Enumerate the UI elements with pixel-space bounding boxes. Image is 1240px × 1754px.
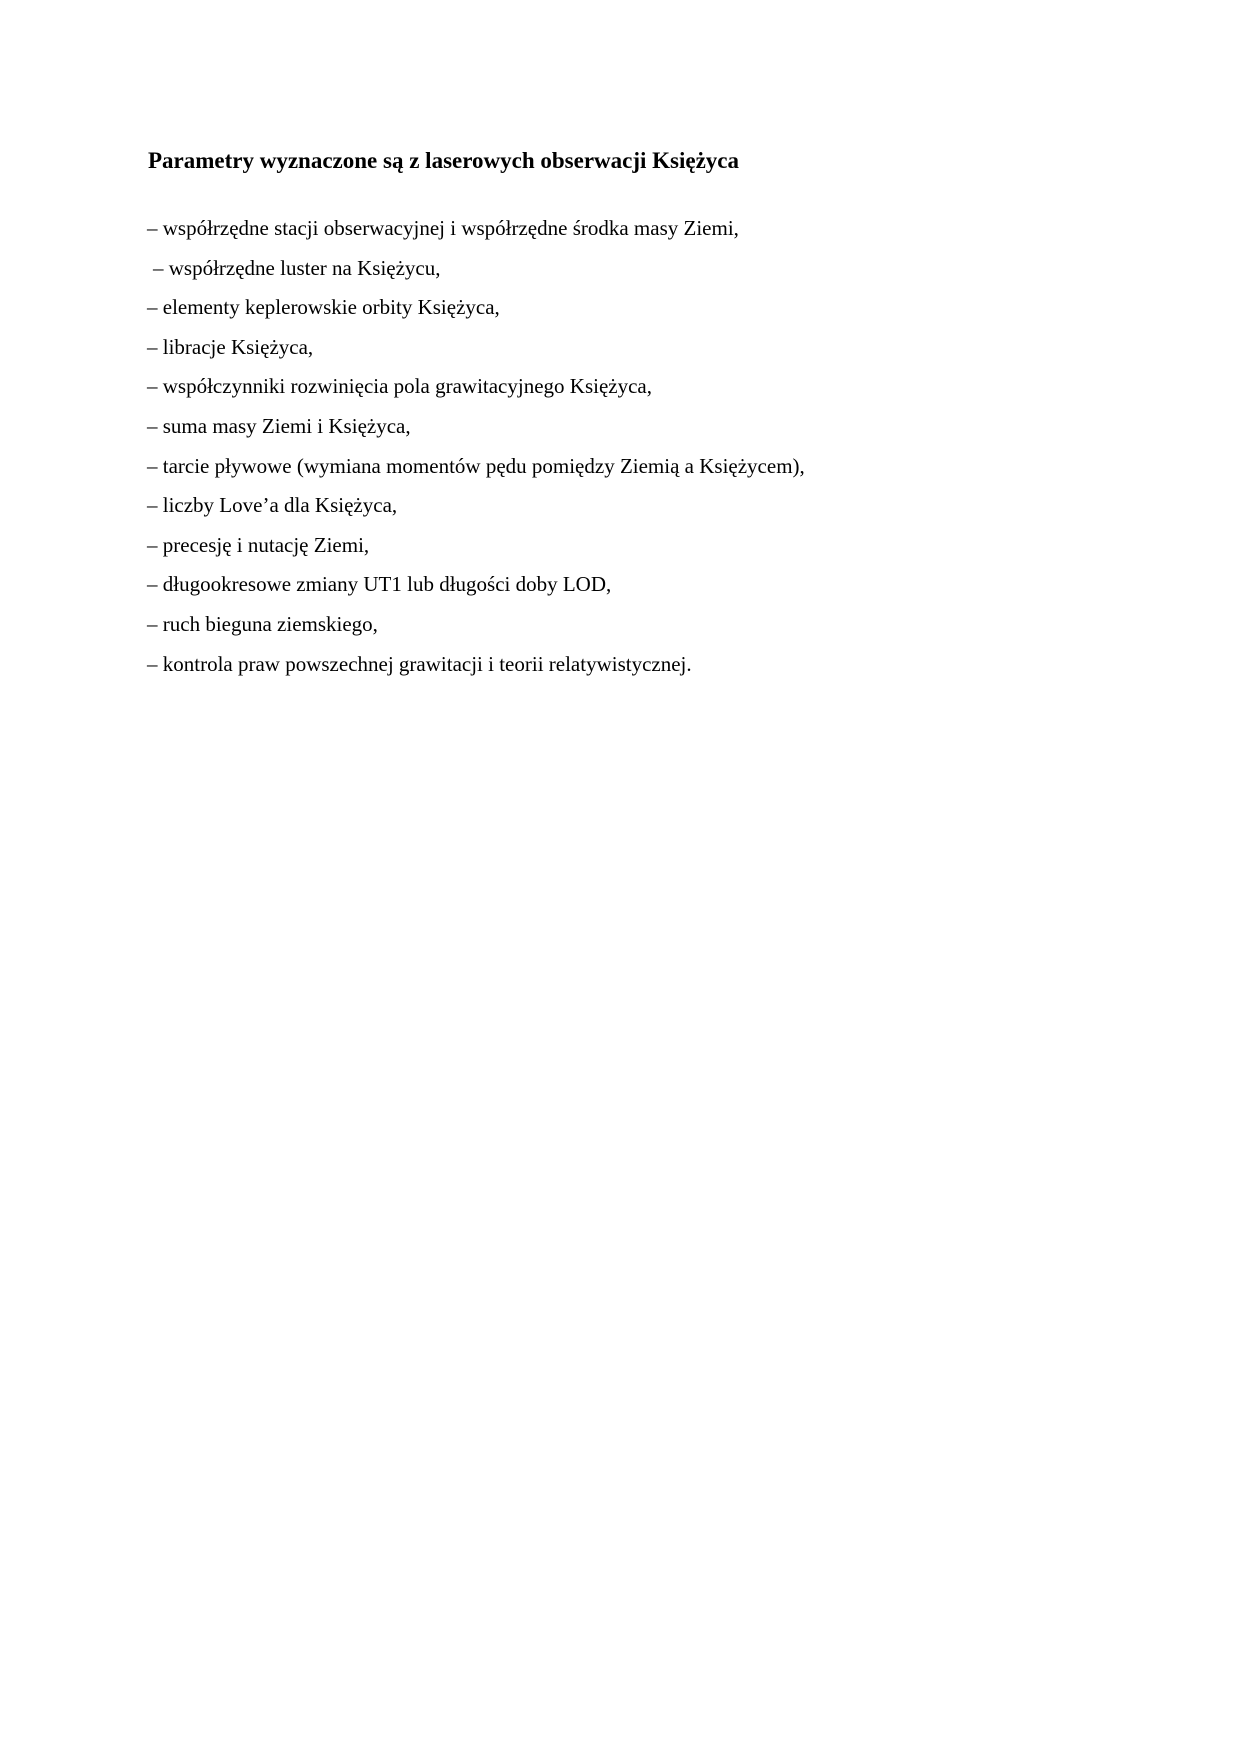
parameter-list: [147, 209, 805, 684]
list-item: – precesję i nutację Ziemi,: [147, 532, 370, 557]
list-item: – kontrola praw powszechnej grawitacji i teorii relatywistycznej.: [147, 651, 692, 676]
list-item: – współrzędne luster na Księżycu,: [153, 255, 441, 280]
document-title: Parametry wyznaczone są z laserowych obserwacji Księżyca: [148, 148, 740, 173]
list-item: – współczynniki rozwinięcia pola grawitacyjnego Księżyca,: [147, 374, 652, 399]
list-item: – elementy keplerowskie orbity Księżyca,: [147, 295, 500, 320]
list-item: – długookresowe zmiany UT1 lub długości doby LOD,: [147, 572, 612, 597]
list-item: – współrzędne stacji obserwacyjnej i współrzędne środka masy Ziemi,: [147, 216, 739, 240]
list-item: – libracje Księżyca,: [147, 334, 314, 359]
list-item: – suma masy Ziemi i Księżyca,: [147, 413, 411, 438]
list-item: – ruch bieguna ziemskiego,: [147, 611, 378, 636]
list-item: – liczby Love’a dla Księżyca,: [147, 493, 398, 518]
list-item: – tarcie pływowe (wymiana momentów pędu pomiędzy Ziemią a Księżycem),: [147, 453, 805, 478]
